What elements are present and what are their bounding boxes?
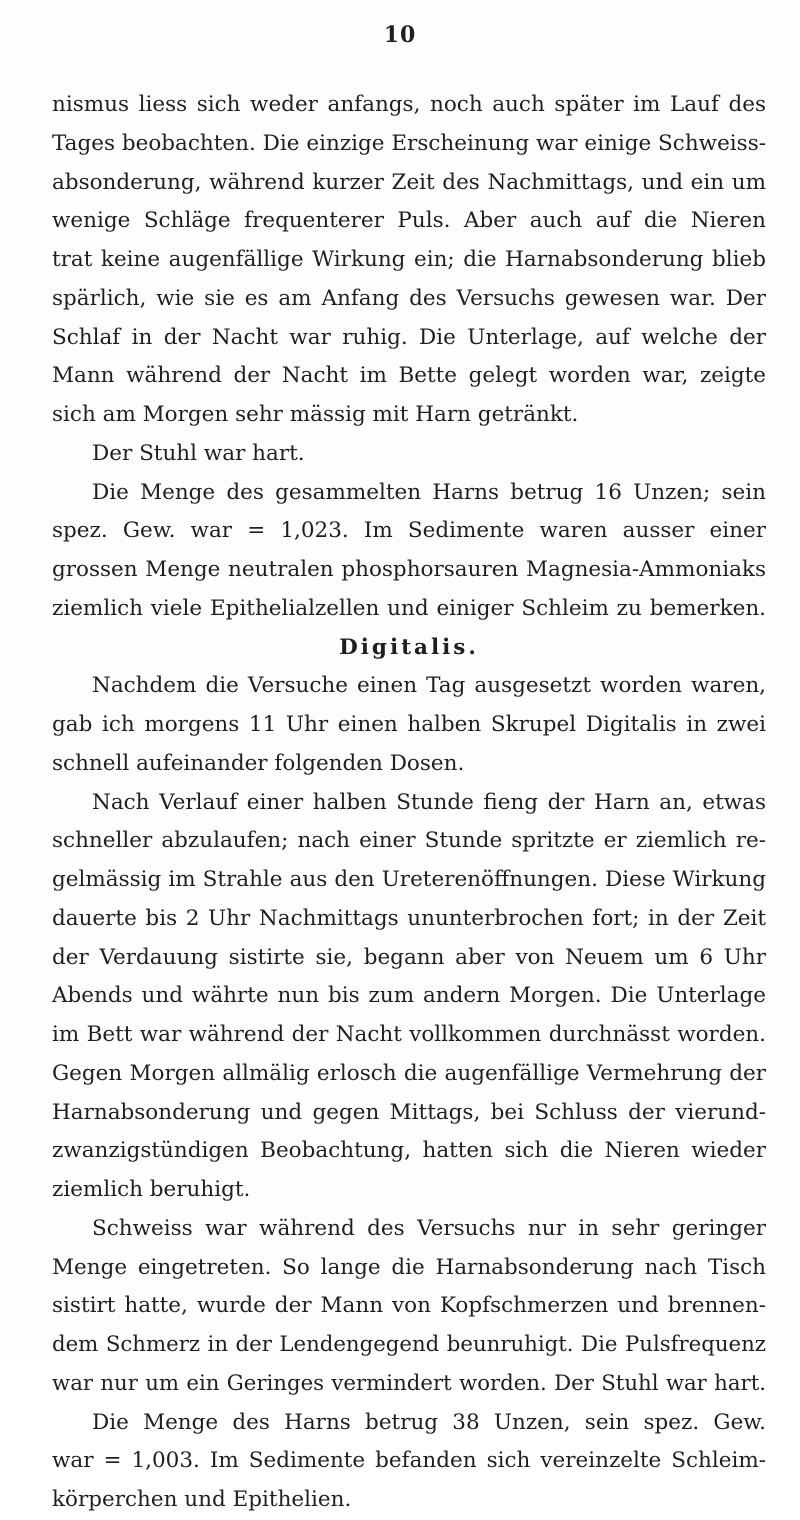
text-line: schnell aufeinander folgenden Dosen. (52, 750, 465, 776)
text-line: nismus liess sich weder anfangs, noch auch später im Lauf des (52, 92, 766, 117)
text-line: Schweiss war während des Versuchs nur in sehr geringer (92, 1215, 766, 1241)
section-heading: Digitalis. (339, 634, 479, 660)
body-text (52, 86, 766, 1520)
text-line: der Verdauung sistirte sie, begann aber von Neuem um 6 Uhr (52, 944, 766, 970)
text-line: Nachdem die Versuche einen Tag ausgesetzt worden waren, (92, 673, 766, 699)
text-line: schneller abzulaufen; nach einer Stunde spritzte er ziemlich re- (52, 828, 766, 854)
text-line: dem Schmerz in der Lendengegend beunruhigt. Die Pulsfrequenz (52, 1332, 766, 1357)
text-line: Der Stuhl war hart. (92, 440, 305, 466)
text-line: Menge eingetreten. So lange die Harnabsonderung nach Tisch (52, 1254, 766, 1280)
text-line: gelmässig im Strahle aus den Ureterenöffnungen. Diese Wirkung (52, 867, 766, 892)
text-line: war nur um ein Geringes vermindert worden. Der Stuhl war hart. (52, 1370, 766, 1396)
text-line: zwanzigstündigen Beobachtung, hatten sich die Nieren wieder (52, 1138, 766, 1164)
text-line: war = 1,003. Im Sedimente befanden sich vereinzelte Schleim- (52, 1448, 766, 1474)
text-line: grossen Menge neutralen phosphorsauren Magnesia-Ammoniaks (52, 557, 766, 582)
text-line: sistirt hatte, wurde der Mann von Kopfschmerzen und brennen- (52, 1293, 766, 1319)
text-line: Mann während der Nacht im Bette gelegt worden war, zeigte (52, 363, 766, 389)
text-line: Gegen Morgen allmälig erlosch die augenfällige Vermehrung der (52, 1060, 766, 1086)
text-line: im Bett war während der Nacht vollkommen durchnässt worden. (52, 1022, 766, 1047)
text-line: Schlaf in der Nacht war ruhig. Die Unterlage, auf welche der (52, 324, 766, 350)
text-line: ziemlich beruhigt. (52, 1177, 251, 1202)
text-line: wenige Schläge frequenterer Puls. Aber auch auf die Nieren (52, 208, 766, 234)
text-line: Tages beobachten. Die einzige Erscheinung war einige Schweiss- (52, 130, 766, 156)
text-line: sich am Morgen sehr mässig mit Harn getränkt. (52, 402, 579, 427)
text-line: spez. Gew. war = 1,023. Im Sedimente waren ausser einer (52, 518, 766, 544)
text-line: Die Menge des Harns betrug 38 Unzen, sein spez. Gew. (92, 1409, 766, 1435)
text-line: spärlich, wie sie es am Anfang des Versuchs gewesen war. Der (52, 285, 766, 311)
text-line: dauerte bis 2 Uhr Nachmittags ununterbrochen fort; in der Zeit (52, 905, 766, 931)
text-line: Abends und währte nun bis zum andern Morgen. Die Unterlage (52, 983, 766, 1009)
text-line: absonderung, während kurzer Zeit des Nachmittags, und ein um (52, 169, 766, 195)
text-line: Nach Verlauf einer halben Stunde fieng der Harn an, etwas (92, 789, 766, 815)
text-line: gab ich morgens 11 Uhr einen halben Skrupel Digitalis in zwei (52, 712, 766, 737)
text-line: Die Menge des gesammelten Harns betrug 16 Unzen; sein (92, 479, 766, 505)
text-line: trat keine augenfällige Wirkung ein; die Harnabsonderung blieb (52, 247, 766, 272)
text-line: Harnabsonderung und gegen Mittags, bei Schluss der vierund- (52, 1099, 766, 1125)
text-line: ziemlich viele Epithelialzellen und einiger Schleim zu bemerken. (52, 595, 766, 621)
page-number: 10 (383, 22, 417, 48)
text-line: körperchen und Epithelien. (52, 1487, 352, 1512)
